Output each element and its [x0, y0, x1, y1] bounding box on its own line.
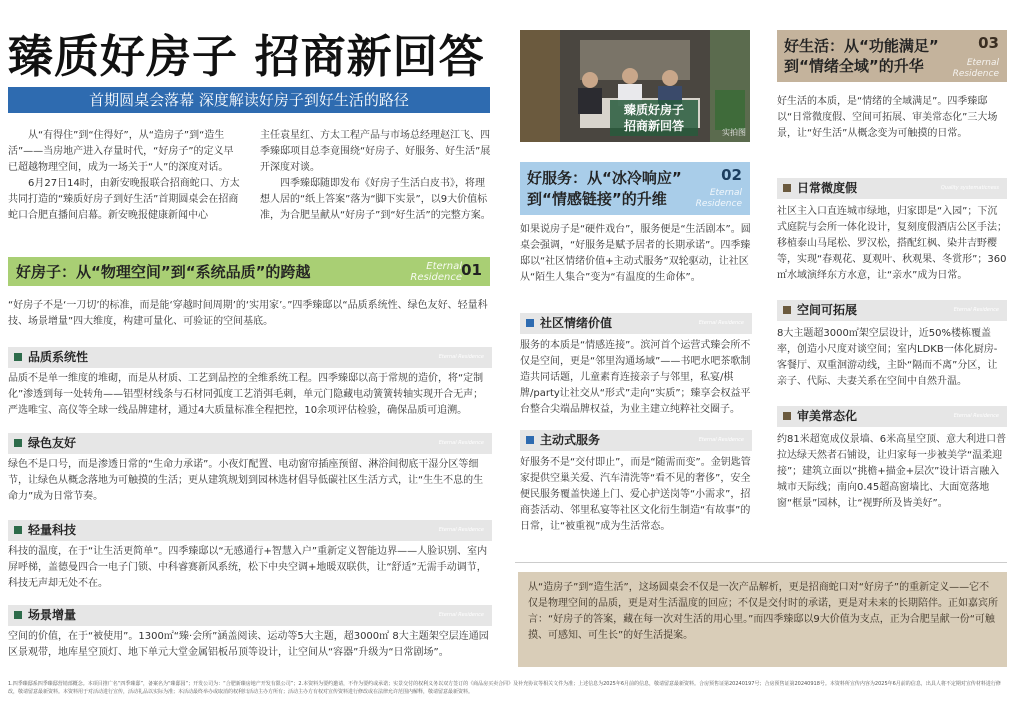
bullet-square-icon	[783, 184, 791, 192]
bullet-square-icon	[14, 611, 22, 619]
item-text-scene: 空间的价值，在于“被使用”。1300㎡“臻·会所”涵盖阅读、运动等5大主题，超3000㎡ 8大主题架空层连通园区景观带，地库星空顶灯、地下单元大堂金属铝板吊顶等设计，让空间从“容器”升级为“日常剧场”。	[8, 631, 489, 658]
item-text-aesthetics: 约81米超宽成仪景墙、6米高星空顶、意大利进口普拉达绿天然者石铺设，让归家每一步被美学“温柔迎接”；建筑立面以“挑檐+描金+层次”设计语言融入城市天际线；南向0.45超高窗墙比、大面宽落地窗“框景”园林，让“视野所及皆美好”。	[777, 434, 1007, 509]
item-heading-aesthetics: 审美常态化 Eternal Residence	[777, 406, 1007, 427]
item-text-emotion: 服务的本质是“情感连接”。滨河首个运营式臻会所不仅是空间，更是“邻里沟通场域”——书吧水吧茶歌制造共同话题，儿童素育连接亲子与邻里，私宴/棋牌/party让社交从“形式”走向“实质”；臻享会权益平台整合尖端品牌权益，为业主建立纯粹社交圈子。	[520, 340, 751, 415]
bullet-square-icon	[14, 439, 22, 447]
item-heading-tech: 轻量科技 Eternal Residence	[8, 520, 492, 541]
bullet-square-icon	[14, 526, 22, 534]
subtitle-bar: 首期圆桌会落幕 深度解读好房子到好生活的路径	[8, 87, 490, 113]
section-1-watermark: Eternal Residence	[410, 261, 462, 283]
item-text-vacation: 社区主入口直连城市绿地，归家即是“入园”；下沉式庭院与会所一体化设计，复刻度假酒店公区手法；移植泰山马尾松、罗汉松，搭配红枫、染井吉野樱等，实现“春观花、夏观叶、秋观果、冬赏形”；360㎡水域演绎东方水意，让“亲水”成为日常。	[777, 206, 1007, 281]
intro-column-right	[260, 128, 492, 224]
item-text-space: 8大主题超3000㎡架空层设计，近50%楼栋覆盖率，创造小尺度对谈空间；室内LDKB一体化厨房-客餐厅、双重洄游动线，主卧“隔而不离”分区，让亲子、代际、夫妻关系在空间中自然升温。	[777, 328, 998, 387]
section-3-title-line2: 到“情绪全域”的升华	[784, 57, 924, 75]
bullet-square-icon	[526, 319, 534, 327]
section-2-title-line2: 到“情感链接”的升维	[527, 190, 667, 208]
section-1-title: 好房子：从“物理空间”到“系统品质”的跨越	[16, 263, 311, 281]
intro-column-left	[8, 128, 240, 224]
item-heading-space: 空间可拓展 Eternal Residence	[777, 300, 1007, 321]
section-2-number: 02	[721, 166, 742, 184]
item-heading-quality: 品质系统性 Eternal Residence	[8, 347, 492, 368]
section-2-intro: 如果说房子是“硬件戏台”，服务便是“生活剧本”。圆桌会强调，“好服务是赋予居者的长期承诺”。四季臻邸以“社区情绪价值+主动式服务”双轮驱动，让社区从“陌生人集合”变为“有温度的生命体”。	[520, 224, 751, 283]
item-text-tech: 科技的温度，在于“让生活更简单”。四季臻邸以“无感通行+智慧入户”重新定义智能边界——人脸识别、室内屏呼梯，盖德曼四合一电子门锁、中科睿赛新风系统，松下中央空调+地暖双联供，让“舒适”无需手动调节，科技无声却无处不在。	[8, 546, 488, 589]
intro-paragraph: 四季臻邸随即发布《好房子生活白皮书》，将理想人居的“纸上答案”落为“脚下实景”，以9大价值标准，为合肥呈献从“好房子”到“好生活”的完整方案。	[260, 178, 491, 221]
section-3-intro: 好生活的本质，是“情绪的全域满足”。四季臻邸以“日常微度假、空间可拓展、审美常态化”三大场景，让“好生活”从概念变为可触摸的日常。	[777, 96, 998, 139]
section-1-intro: “好房子不是‘一刀切’的标准，而是能‘穿越时间周期’的‘实用家’。”四季臻邸以“品质系统性、绿色友好、轻量科技、场景增量”四大维度，构建可量化、可验证的空间基底。	[8, 300, 488, 327]
section-1-number: 01	[461, 261, 482, 279]
item-heading-active-service: 主动式服务 Eternal Residence	[520, 430, 752, 451]
item-text-active-service: 好服务不是“交付即止”，而是“随需而变”。金钥匙管家提供空巢关爱、汽车清洗等“看不见的奢侈”，安全便民服务覆盖快递上门、爱心护送岗等“小需求”，招商荟活动、邻里私宴等社区文化衍生制造“有故事”的日常，让“被重视”成为生活常态。	[520, 457, 751, 532]
section-2-watermark: Eternal Residence	[695, 188, 742, 209]
photo-caption: 臻质好房子 招商新回答	[610, 100, 698, 136]
section-2-header	[520, 162, 750, 215]
conclusion-box	[518, 572, 1007, 667]
photo-tag: 实拍图	[722, 128, 746, 137]
section-1-header	[8, 257, 490, 286]
intro-paragraph: 主任袁星红、方太工程产品与市场总经理赵江飞、四季臻邸项目总李竟围绕“好房子、好服务、好生活”展开深度对谈。	[260, 130, 491, 173]
footer-disclaimer: 1.四季臻邸系四季臻邸营销部概念。本项目推广名“四季臻邸”，备案名为“臻邸园”；开发公司为：“合肥新臻房地产开发有限公司”；2.本资料为要约邀请，不作为要约或承诺；实景交付的权利义务以双方签订的《商品房买卖合同》及补充协议等相关文件为准；上述信息为2025年6月前的信息，敬请留意最新资料。合房预售证第20240197号；合房预售证第20240918号。本资料所宣传内容为2025年6月前的信息，出具人将不定期对宣传材料进行修改，敬请留意最新资料。本资料用于对活动进行宣传，活动礼品以实际为准；本活动最终举办或取消的权利归活动主办方所有；活动主办方有权对宣传资料进行修改或在法律允许范围内解释，敬请留意最新资料。	[8, 681, 1001, 695]
intro-paragraph: 6月27日14时，由新安晚报联合招商蛇口、方太共同打造的“臻质好房子到好生活”首期圆桌会在招商蛇口合肥直播间启幕。新安晚报健康新闻中心	[8, 178, 240, 221]
item-heading-emotion: 社区情绪价值 Eternal Residence	[520, 313, 752, 334]
section-3-watermark: Eternal Residence	[952, 58, 999, 79]
item-heading-scene: 场景增量 Eternal Residence	[8, 605, 492, 626]
bullet-square-icon	[783, 306, 791, 314]
bullet-square-icon	[783, 412, 791, 420]
section-3-number: 03	[978, 34, 999, 52]
item-heading-vacation: 日常微度假 Quality systematicness	[777, 178, 1007, 199]
section-2-title-line1: 好服务：从“冰冷响应”	[527, 169, 682, 187]
section-3-header	[777, 30, 1007, 82]
page-title: 臻质好房子 招商新回答	[8, 30, 485, 83]
event-photo	[520, 30, 750, 142]
item-text-quality: 品质不是单一维度的堆砌，而是从材质、工艺到品控的全维系统工程。四季臻邸以高于常规的造价，将“定制化”渗透到每一处转角——铝型材线条与石材同弧度工艺消弭毛刺，单元门隐藏电动簧簧转轴实现开合无声；严选唯宝、高仪等全球一线品牌建材，通过4大质量标准全程把控，10余项评估检验，确保品质可追溯。	[8, 373, 484, 416]
item-text-green: 绿色不是口号，而是渗透日常的“生命力承诺”。小夜灯配置、电动窗帘插座预留、淋浴间彻底干湿分区等细节，让绿色从概念落地为可触摸的生活；更从建筑规划到园林选材倡导低碳社区生活方式，让“生生不息的生命力”成为日常节奏。	[8, 459, 484, 502]
bullet-square-icon	[14, 353, 22, 361]
intro-paragraph: 从“有得住”到“住得好”，从“造房子”到“造生活”——当房地产进入存量时代，“好房子”的定义早已超越物理空间，成为一场关于“人”的深度对话。	[8, 130, 234, 173]
bullet-square-icon	[526, 436, 534, 444]
conclusion-text: 从“造房子”到“造生活”，这场圆桌会不仅是一次产品解析，更是招商蛇口对“好房子”的重新定义——它不仅是物理空间的品质，更是对生活温度的回应；不仅是交付时的承诺，更是对未来的长期陪伴。正如嘉宾所言：“好房子的答案，藏在每一次对生活的用心里。”而四季臻邸以9大价值为支点，正为合肥呈献一份“可触摸、可感知、可生长”的好生活提案。	[528, 582, 998, 641]
section-3-title-line1: 好生活：从“功能满足”	[784, 37, 939, 55]
divider	[515, 562, 1007, 563]
item-heading-green: 绿色友好 Eternal Residence	[8, 433, 492, 454]
